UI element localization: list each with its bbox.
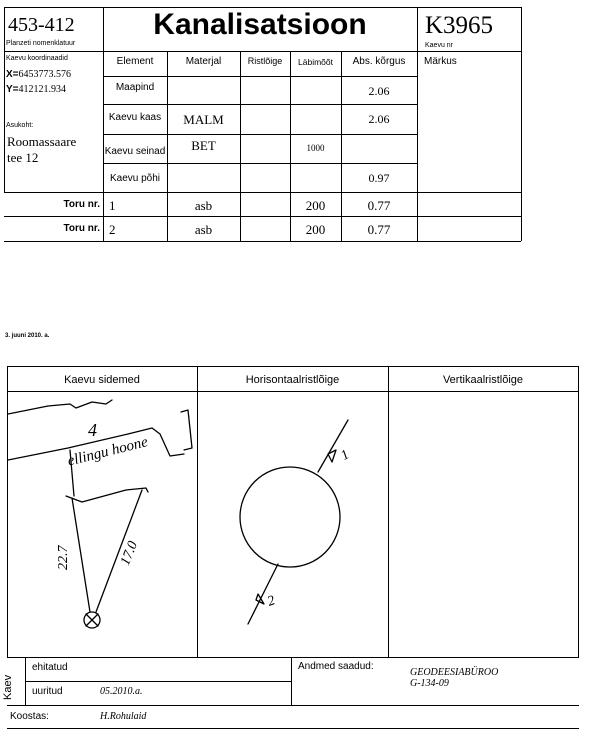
address-line-2: tee 12 <box>7 150 39 165</box>
author-value: H.Rohulaid <box>100 711 147 722</box>
row-material-2: BET <box>191 138 216 153</box>
author-label: Koostas: <box>10 711 49 722</box>
pipe-2-label: 2 <box>265 593 278 610</box>
surveyed-label: uuritud <box>32 686 63 697</box>
well-circle <box>240 467 340 567</box>
side-building-bracket <box>181 410 192 450</box>
date-note: 3. juuni 2010. a. <box>5 333 50 339</box>
coord-y-label: Y= <box>6 84 19 95</box>
pipe-diameter-1: 200 <box>305 198 326 213</box>
kaev-side-label: Kaev <box>2 674 14 700</box>
pipe-1-line <box>318 420 348 472</box>
horizontal-section-sketch <box>198 392 387 656</box>
panel-title-horizontal: Horisontaalristlõige <box>245 374 340 386</box>
building-front <box>66 488 148 502</box>
pipe-height-2: 0.77 <box>367 222 391 237</box>
page-title: Kanalisatsioon <box>153 8 367 41</box>
parcel-code: 453-412 <box>8 14 75 36</box>
pipe-label-1: Toru nr. <box>63 199 100 210</box>
data-source-label: Andmed saadud: <box>298 661 374 672</box>
pipe-1-label: 1 <box>338 447 353 464</box>
col-header-abs-height: Abs. kõrgus <box>352 56 406 67</box>
panel-title-links: Kaevu sidemed <box>64 374 140 386</box>
coord-y-value: 412121.934 <box>18 84 67 95</box>
boundary-line-top <box>8 400 112 414</box>
pipe-material-2: asb <box>194 222 213 237</box>
coord-x-value: 6453773.576 <box>18 69 72 80</box>
pipe-label-2: Toru nr. <box>63 223 100 234</box>
row-diameter-2: 1000 <box>306 143 325 153</box>
building-label: ellingu hoone <box>66 434 150 470</box>
pipe-material-1: asb <box>194 198 213 213</box>
col-header-cross: Ristlõige <box>247 56 283 66</box>
coord-x <box>6 69 71 80</box>
built-label: ehitatud <box>32 662 68 673</box>
coord-x-label: X= <box>6 69 19 80</box>
house-number-label: 4 <box>88 420 97 440</box>
pipe-height-1: 0.77 <box>367 198 391 213</box>
col-header-remark: Märkus <box>424 56 457 67</box>
row-element-2: Kaevu seinad <box>104 146 166 157</box>
row-height-0: 2.06 <box>368 84 390 98</box>
pipe-num-1: 1 <box>109 198 116 213</box>
surveyed-value: 05.2010.a. <box>100 686 143 697</box>
data-source-org: GEODEESIABÜROO <box>410 667 499 678</box>
col-header-element: Element <box>116 56 154 67</box>
data-source-code: G-134-09 <box>410 678 449 689</box>
row-element-0: Maapind <box>115 82 155 93</box>
panel-title-vertical: Vertikaalristlõige <box>442 374 524 386</box>
pipe-num-2: 2 <box>109 222 116 237</box>
address <box>7 134 76 166</box>
row-element-1: Kaevu kaas <box>108 112 162 123</box>
row-material-1: MALM <box>183 112 224 127</box>
col-header-material: Materjal <box>185 56 222 67</box>
col-header-diameter: Läbimõõt <box>298 57 333 67</box>
coords-label: Kaevu koordinaadid <box>6 55 68 62</box>
address-label: Asukoht: <box>6 122 34 129</box>
well-links-sketch <box>8 392 196 656</box>
well-label: Kaevu nr <box>425 42 454 49</box>
coord-y <box>6 84 66 95</box>
pipe-diameter-2: 200 <box>305 222 326 237</box>
distance-b-label: 17.0 <box>118 539 142 568</box>
row-element-3: Kaevu põhi <box>109 173 161 184</box>
row-height-1: 2.06 <box>368 112 390 126</box>
measure-line-a <box>72 498 90 612</box>
address-line-1: Roomassaare <box>7 134 77 149</box>
distance-a-label: 22.7 <box>56 545 71 570</box>
parcel-label: Planzeti nomenklatuur <box>6 40 76 47</box>
pipe-2-line <box>248 564 278 624</box>
row-height-3: 0.97 <box>368 171 390 185</box>
well-id: K3965 <box>425 12 494 39</box>
